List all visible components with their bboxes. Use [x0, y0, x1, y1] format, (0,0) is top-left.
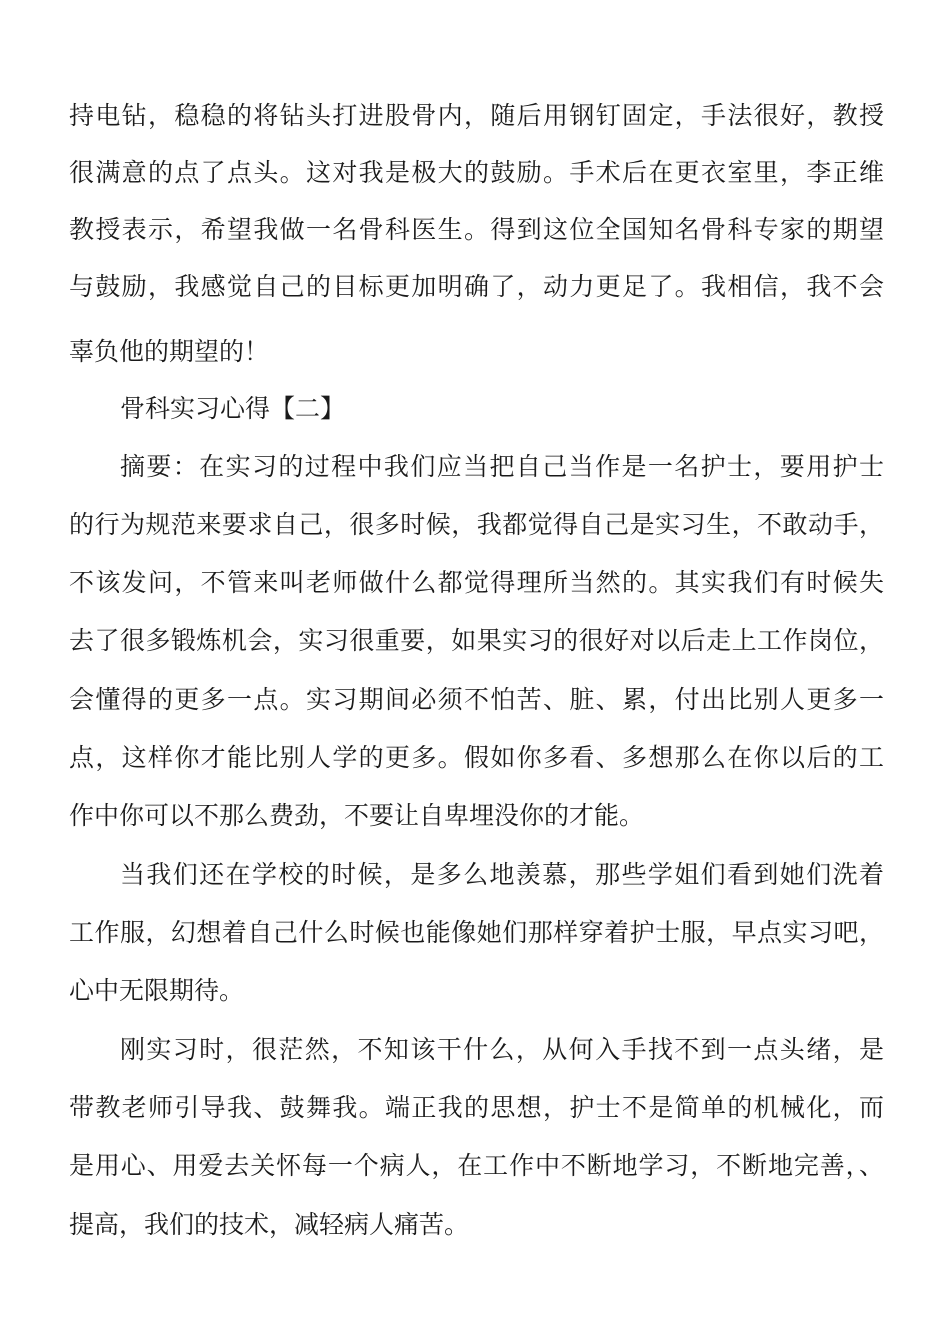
- section-heading: 骨科实习心得【二】: [120, 394, 346, 423]
- paragraph-line: 摘要：在实习的过程中我们应当把自己当作是一名护士，要用护士: [120, 452, 884, 481]
- paragraph-line: 会懂得的更多一点。实习期间必须不怕苦、脏、累，付出比别人更多一: [69, 685, 884, 714]
- paragraph-line: 带教老师引导我、鼓舞我。端正我的思想，护士不是简单的机械化，而: [69, 1093, 884, 1122]
- paragraph-line: 的行为规范来要求自己，很多时候，我都觉得自己是实习生，不敢动手，: [69, 510, 884, 539]
- paragraph-line: 心中无限期待。: [69, 976, 245, 1005]
- paragraph-line: 提高，我们的技术，减轻病人痛苦。: [69, 1210, 470, 1239]
- paragraph-line: 作中你可以不那么费劲，不要让自卑埋没你的才能。: [69, 801, 645, 830]
- paragraph-line: 点，这样你才能比别人学的更多。假如你多看、多想那么在你以后的工: [69, 743, 884, 772]
- paragraph-line: 是用心、用爱去关怀每一个病人，在工作中不断地学习，不断地完善，、: [69, 1151, 884, 1180]
- paragraph-line: 持电钻，稳稳的将钻头打进股骨内，随后用钢钉固定，手法很好，教授: [69, 101, 884, 130]
- paragraph-line: 辜负他的期望的！: [69, 337, 270, 366]
- paragraph-line: 教授表示，希望我做一名骨科医生。得到这位全国知名骨科专家的期望: [69, 215, 884, 244]
- paragraph-line: 去了很多锻炼机会，实习很重要，如果实习的很好对以后走上工作岗位，: [69, 626, 884, 655]
- paragraph-line: 当我们还在学校的时候，是多么地羡慕，那些学姐们看到她们洗着: [120, 860, 884, 889]
- paragraph-line: 刚实习时，很茫然，不知该干什么，从何入手找不到一点头绪，是: [120, 1035, 884, 1064]
- paragraph-line: 很满意的点了点头。这对我是极大的鼓励。手术后在更衣室里，李正维: [69, 158, 884, 187]
- paragraph-line: 与鼓励，我感觉自己的目标更加明确了，动力更足了。我相信，我不会: [69, 272, 884, 301]
- paragraph-line: 工作服，幻想着自己什么时候也能像她们那样穿着护士服，早点实习吧，: [69, 918, 884, 947]
- paragraph-line: 不该发问，不管来叫老师做什么都觉得理所当然的。其实我们有时候失: [69, 568, 884, 597]
